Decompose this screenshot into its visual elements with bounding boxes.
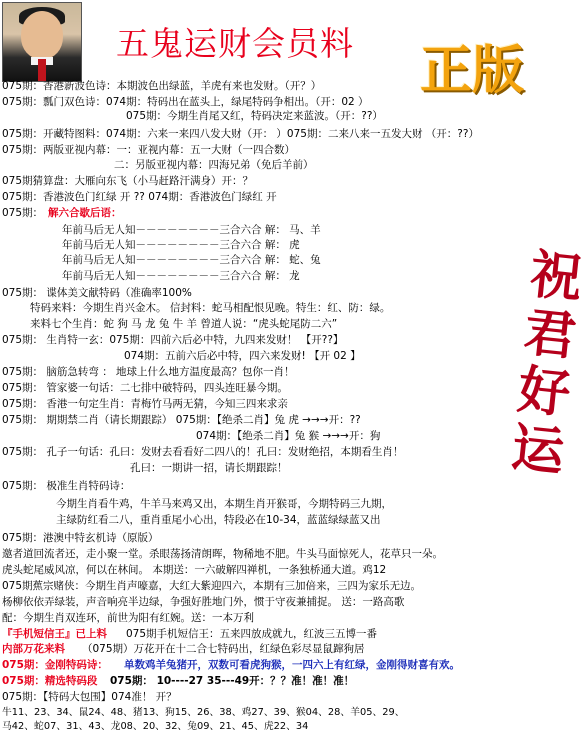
line-brain-teaser: 075期： 脑筋急转弯 ： 地球上什么地方温度最高？包你一肖！ <box>2 366 295 378</box>
line-hk-macau-poem-2: 虎头蛇尾威风凉，何以在林间。 本期送：一六破解四禅机，一条独桥通大道。鸡12 <box>2 564 387 576</box>
line-zodiac-poem-2: 主绿防红看二八，重肖重尾小心出，特段必在10-34，蓝蓝绿绿蓝又出 <box>56 514 381 526</box>
wanhua-label: 内部万花来料 <box>2 643 65 655</box>
line-atv-insider-2: 二：另版亚视内幕：四海兄弟（免后羊前） <box>114 159 314 171</box>
line-hk-macau-poem-1: 邀者道回流者还，走小聚一堂。杀眼荡扬清朗晖，物稀地不肥。牛头马面惊死人，花草只一朵。 <box>2 548 443 560</box>
line-hk-wave-poem: 075期：香港新波色诗：本期波色出绿蓝，羊虎有来也发财。（开？） <box>2 80 322 92</box>
wanhua-text: （075期）万花开在十二合七特码出，红绿色彩尽显鼠蹿狗居 <box>82 643 365 655</box>
line-hk-macau-poem-title: 075期：港澳中特玄机诗（原版） <box>2 532 159 544</box>
author-photo <box>2 2 82 82</box>
line-riddle-label: 075期： <box>2 207 44 219</box>
line-big-surround: 075期：【特码大包围】074准！ 开？ <box>2 691 177 703</box>
line-gambler-1: 075期蕉宗赌侠：今期生肖声嚎嘉，大红大紫迎四六，本期有三加倍来，三四为家乐无边。 <box>2 580 422 592</box>
riddle-row: 年前马后无人知－－－－－－－－三合六合 解： 蛇、兔 <box>62 254 321 266</box>
sms-king-text: 075期手机短信王：五来四放成就九，红波三五博一番 <box>126 628 378 640</box>
photo-face <box>21 11 63 59</box>
line-abacus: 075期猜算盘：大雁向东飞（小马赶路汗满身）开：？ <box>2 175 254 187</box>
page-title: 五鬼运财会员料 <box>116 24 354 63</box>
line-atv-insider-1: 075期：两版亚视内幕：一：亚视内幕：五一大财（一四合数） <box>2 144 296 156</box>
line-special-material: 特码来料：今期生肖兴金木。 信封料：蛇马相配恨见晚。特生：红、防：绿。 <box>30 302 391 314</box>
line-housekeeper: 075期： 管家婆一句话：二七排中破特码，四头连旺暴今期。 <box>2 382 288 394</box>
kingkong-text: 单数鸡羊兔猪开，双数可看虎狗猴，一四六上有红绿，金刚得财喜有欢。 <box>124 659 460 671</box>
line-ban-two-zodiacs-2: 074期：【绝杀二肖】兔 猴 →→→开：狗 <box>196 430 381 442</box>
kingkong-label: 075期：金刚特码诗： <box>2 659 108 671</box>
line-double-color-poem: 075期：瓢门双色诗：074期：特码出在蓝头上，绿尾特码争相出。（开：02 ） <box>2 96 369 108</box>
genuine-stamp: 正版 <box>420 40 525 101</box>
riddle-row: 年前马后无人知－－－－－－－－三合六合 解： 虎 <box>62 239 300 251</box>
line-zodiac-tail: 075期：今期生肖尾又红，特码决定来蓝波。（开：??） <box>126 110 383 122</box>
line-zodiac-mystery-2: 074期：五前六后必中特，四六来发财! 【开 02 】 <box>124 350 361 362</box>
line-confucius-1: 075期： 孔子一句话：孔曰：发财去看看好二四八的！孔曰：发财绝招，本期看生肖！ <box>2 446 404 458</box>
line-zodiac-poem-title: 075期： 极准生肖特码诗： <box>2 480 131 492</box>
selected-range-label: 075期：精选特码段 <box>2 675 98 687</box>
line-ban-two-zodiacs-1: 075期： 期期禁二肖（请长期跟踪） 075期：【绝杀二肖】兔 虎 →→→开：?? <box>2 414 361 426</box>
riddle-row: 年前马后无人知－－－－－－－－三合六合 解： 马、羊 <box>62 224 321 236</box>
photo-tie <box>38 59 46 81</box>
line-hk-color-door: 075期：香港波色门红绿 开 ?? 074期：香港波色门绿红 开 <box>2 191 277 203</box>
line-gambler-3: 配：今期生肖双连环，前世为阳有红婉。送：一本万利 <box>2 612 254 624</box>
selected-range-text: 075期： 10----27 35---49开：？？准！准！准！ <box>110 675 355 687</box>
blessing-text: 祝君好运 <box>508 243 586 484</box>
line-confucius-2: 孔曰：一期讲一招，请长期跟踪！ <box>130 462 288 474</box>
line-hk-one-sentence: 075期： 香港一句定生肖：青梅竹马两无猜，今知三四来求亲 <box>2 398 288 410</box>
riddle-heading: 解六合歇后语： <box>48 207 122 219</box>
line-zodiac-mystery-1: 075期： 生肖特一玄：075期：四前六后必中特，九四来发财！ 【开??】 <box>2 334 344 346</box>
line-gambler-2: 杨柳依依弄绿装，声音响亮半边绿，争强好胜地门外，惯于守夜兼捕捉。 送：一路高歌 <box>2 596 405 608</box>
line-spy-essay: 075期： 谍体美文献特码（准确率100% <box>2 287 192 299</box>
line-zodiac-numbers-2: 马42、蛇07、31、43、龙08、20、32、兔09、21、45、虎22、34 <box>2 721 309 732</box>
sms-king-label: 『手机短信王』已上料 <box>2 628 107 640</box>
line-zodiac-poem-1: 今期生肖看牛鸡，牛羊马来鸡又出，本期生肖开猴哥，今期特码三九期， <box>56 498 392 510</box>
line-zodiac-numbers-1: 牛11、23、34、鼠24、48、猪13、狗15、26、38、鸡27、39、猴04、28、羊05、29、 <box>2 707 405 718</box>
line-seven-zodiacs: 来料七个生肖：蛇 狗 马 龙 兔 牛 羊 曾道人说：“虎头蛇尾防二六” <box>30 318 338 330</box>
line-treasure-map: 075期：开藏特图料：074期：六来一来四八发大财（开： ）075期：二来八来一五发大财 （开：??） <box>2 128 479 140</box>
riddle-row: 年前马后无人知－－－－－－－－三合六合 解： 龙 <box>62 270 300 282</box>
